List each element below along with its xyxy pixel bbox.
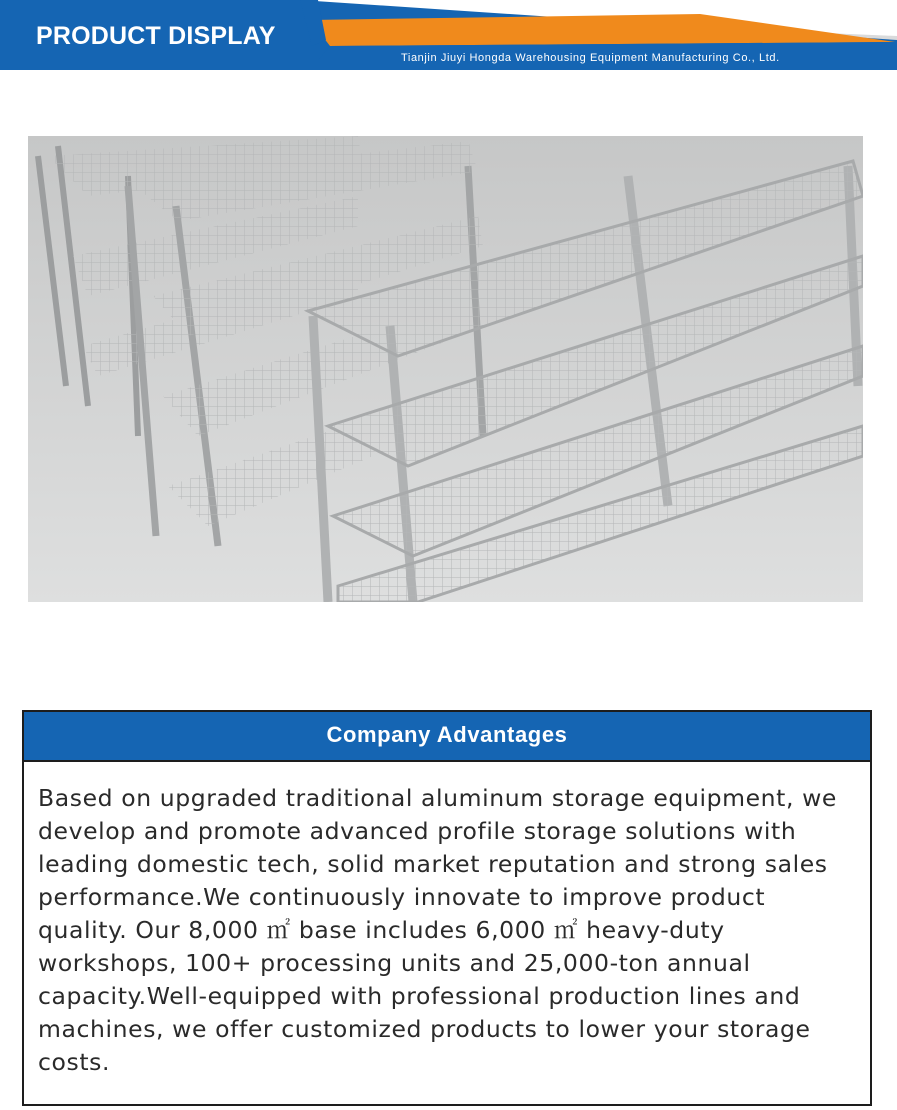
- page-title: PRODUCT DISPLAY: [36, 22, 276, 50]
- company-advantages-panel: [22, 710, 872, 1106]
- header-banner: [0, 0, 897, 72]
- advantages-heading: Company Advantages: [24, 712, 870, 762]
- product-photo: [28, 136, 863, 602]
- advantages-text: Based on upgraded traditional aluminum storage equipment, we develop and promote advanced profile storage solutions with leading domestic tech, solid market reputation and strong sales performance.We continuously innovate to improve product quality. Our 8,000 ㎡ base includes 6,000 ㎡ heavy-duty workshops, 100+ processing units and 25,000-ton annual capacity.Well-equipped with professional production lines and machines, we offer customized products to lower your storage costs.: [38, 784, 837, 1076]
- company-name: Tianjin Jiuyi Hongda Warehousing Equipment Manufacturing Co., Ltd.: [401, 52, 780, 64]
